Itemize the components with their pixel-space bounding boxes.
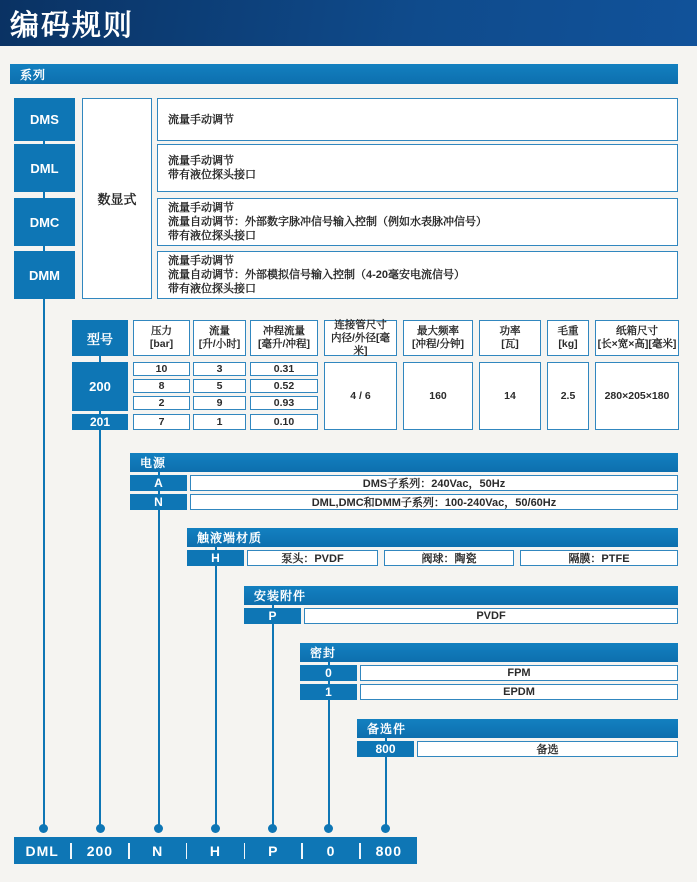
- desc-line: 流量自动调节：外部数字脉冲信号输入控制（例如水表脉冲信号）: [168, 216, 487, 228]
- power-value: 14: [504, 390, 516, 402]
- options-code-800: [357, 741, 414, 757]
- connector-dot: [268, 824, 277, 833]
- mounting-header-label: 安装附件: [254, 589, 307, 603]
- shared-cell-max-freq: [403, 362, 473, 430]
- stroke-flow-value: 0.52: [273, 380, 295, 392]
- power-a-label: A: [154, 476, 163, 490]
- flow-value: 9: [216, 397, 223, 409]
- series-code-dms-label: DMS: [30, 112, 59, 127]
- seal-section-header: [300, 643, 678, 662]
- connector-dot: [211, 824, 220, 833]
- shared-cell-weight: [547, 362, 589, 430]
- diaphragm-material: 隔膜：PTFE: [568, 553, 630, 565]
- options-desc: [417, 741, 678, 757]
- series-desc-dmm: [157, 251, 678, 299]
- power-header-label: 电源: [140, 456, 167, 470]
- code-segment-power: N: [152, 842, 164, 859]
- series-group-cell: [82, 98, 152, 299]
- material-part-diaphragm: [520, 550, 678, 566]
- desc-line: 带有液位探头接口: [168, 169, 256, 181]
- power-code-a: [130, 475, 187, 491]
- col-title: 最大频率: [417, 325, 459, 337]
- model-201-label: 201: [89, 415, 111, 429]
- connector-line-material: [215, 528, 217, 828]
- col-header-max-freq: [403, 320, 473, 356]
- code-segment-seal: 0: [326, 842, 336, 859]
- connector-dot: [324, 824, 333, 833]
- seal-1-label: 1: [325, 685, 332, 699]
- seal-0-label: 0: [325, 666, 332, 680]
- flow-value: 1: [216, 416, 223, 428]
- series-section-header: [10, 64, 678, 84]
- series-header-label: 系列: [20, 67, 47, 82]
- flow-value: 3: [216, 363, 223, 375]
- col-title: 连接管尺寸: [334, 318, 387, 331]
- connector-dot: [381, 824, 390, 833]
- value-cell: [250, 396, 318, 410]
- seal-code-1: [300, 684, 357, 700]
- options-section-header: [357, 719, 678, 738]
- flow-value: 5: [216, 380, 223, 392]
- code-segment-model: 200: [86, 842, 114, 859]
- material-code-h: [187, 550, 244, 566]
- seal-desc-1: [360, 684, 678, 700]
- col-title: 纸箱尺寸: [616, 325, 658, 337]
- power-desc-n: [190, 494, 678, 510]
- material-section-header: [187, 528, 678, 547]
- col-header-stroke-flow: [250, 320, 318, 356]
- material-part-pump-head: [247, 550, 378, 566]
- col-header-pipe: [324, 320, 397, 356]
- connector-dot: [96, 824, 105, 833]
- pressure-value: 7: [158, 416, 165, 428]
- options-desc-text: 备选: [536, 744, 559, 756]
- value-cell: [133, 396, 190, 410]
- seal-desc-0: [360, 665, 678, 681]
- series-desc-dmc: [157, 198, 678, 246]
- col-header-pressure: [133, 320, 190, 356]
- desc-line: 流量手动调节: [168, 155, 234, 167]
- pressure-value: 8: [158, 380, 165, 392]
- seal-code-0: [300, 665, 357, 681]
- connector-dot: [154, 824, 163, 833]
- value-cell: [193, 362, 246, 376]
- series-code-dmm-label: DMM: [28, 267, 61, 283]
- power-section-header: [130, 453, 678, 472]
- model-corner-label: 型号: [86, 331, 113, 347]
- col-title: 压力: [151, 325, 172, 337]
- desc-line: 流量手动调节: [168, 113, 234, 126]
- stroke-flow-value: 0.93: [273, 397, 295, 409]
- col-unit: [kg]: [558, 338, 578, 350]
- value-cell: [193, 414, 246, 430]
- shared-cell-pipe: [324, 362, 397, 430]
- desc-line: 带有液位探头接口: [168, 230, 256, 242]
- series-code-dml-label: DML: [30, 160, 59, 176]
- material-h-label: H: [211, 551, 220, 565]
- mounting-p-label: P: [268, 609, 277, 623]
- series-code-dmm: [14, 251, 75, 299]
- col-title: 功率: [499, 325, 521, 337]
- final-code-bar: [14, 837, 417, 864]
- series-desc-dms: [157, 98, 678, 141]
- page-header-banner: [0, 0, 697, 46]
- pipe-value: 4 / 6: [350, 390, 371, 402]
- col-title: 毛重: [557, 325, 579, 337]
- page-title: 编码规则: [10, 9, 135, 42]
- model-table-corner: [72, 320, 128, 356]
- options-header-label: 备选件: [367, 722, 407, 736]
- model-cell-201: [72, 414, 128, 430]
- power-code-n: [130, 494, 187, 510]
- col-header-flow: [193, 320, 246, 356]
- mounting-desc-text: PVDF: [476, 610, 506, 622]
- col-title: 冲程流量: [263, 325, 305, 337]
- col-unit: [毫升/冲程]: [258, 338, 310, 350]
- code-segment-series: DML: [25, 842, 59, 859]
- col-unit: [bar]: [149, 338, 174, 350]
- col-unit: [冲程/分钟]: [412, 338, 464, 350]
- col-header-weight: [547, 320, 589, 356]
- value-cell: [250, 414, 318, 430]
- power-n-label: N: [154, 495, 163, 509]
- pressure-value: 2: [158, 397, 165, 409]
- col-header-power: [479, 320, 541, 356]
- pressure-value: 10: [155, 363, 168, 375]
- value-cell: [193, 396, 246, 410]
- stroke-flow-value: 0.31: [273, 363, 295, 375]
- code-segment-mounting: P: [268, 842, 279, 859]
- value-cell: [250, 379, 318, 393]
- max-freq-value: 160: [429, 390, 447, 402]
- power-a-desc: DMS子系列：240Vac，50Hz: [362, 478, 506, 490]
- series-code-dml: [14, 144, 75, 192]
- value-cell: [133, 362, 190, 376]
- col-unit: [长×宽×高][毫米]: [597, 338, 677, 350]
- seal-header-label: 密封: [310, 646, 337, 660]
- series-group-label: 数显式: [97, 192, 137, 207]
- series-code-dmc: [14, 198, 75, 246]
- weight-value: 2.5: [560, 390, 576, 402]
- value-cell: [133, 379, 190, 393]
- shared-cell-carton: [595, 362, 679, 430]
- col-unit: [瓦]: [501, 338, 519, 350]
- code-segment-material: H: [209, 842, 222, 859]
- desc-line: 流量手动调节: [168, 202, 234, 214]
- material-part-valve-ball: [384, 550, 514, 566]
- col-unit: 内径/外径[毫米]: [331, 331, 390, 357]
- mounting-code-p: [244, 608, 301, 624]
- desc-line: 流量自动调节：外部模拟信号输入控制（4-20毫安电流信号）: [168, 269, 466, 281]
- desc-line: 流量手动调节: [168, 255, 234, 267]
- power-desc-a: [190, 475, 678, 491]
- series-code-dmc-label: DMC: [29, 214, 60, 230]
- col-title: 流量: [209, 325, 230, 337]
- options-800-label: 800: [375, 742, 396, 756]
- carton-value: 280×205×180: [604, 390, 670, 402]
- value-cell: [250, 362, 318, 376]
- model-cell-200: [72, 362, 128, 411]
- seal-0-desc: FPM: [507, 667, 531, 679]
- value-cell: [133, 414, 190, 430]
- connector-dot: [39, 824, 48, 833]
- material-header-label: 触液端材质: [197, 531, 263, 545]
- series-code-dms: [14, 98, 75, 141]
- seal-1-desc: EPDM: [503, 686, 535, 698]
- mounting-section-header: [244, 586, 678, 605]
- series-desc-dml: [157, 144, 678, 192]
- col-unit: [升/小时]: [198, 338, 241, 350]
- shared-cell-power: [479, 362, 541, 430]
- value-cell: [193, 379, 246, 393]
- valve-ball-material: 阀球：陶瓷: [421, 553, 477, 565]
- pump-head-material: 泵头：PVDF: [281, 553, 344, 565]
- code-segment-options: 800: [375, 842, 402, 859]
- col-header-carton: [595, 320, 679, 356]
- mounting-desc: [304, 608, 678, 624]
- stroke-flow-value: 0.10: [273, 416, 295, 428]
- desc-line: 带有液位探头接口: [168, 283, 256, 295]
- power-n-desc: DML,DMC和DMM子系列：100-240Vac，50/60Hz: [311, 497, 557, 509]
- model-200-label: 200: [89, 379, 111, 394]
